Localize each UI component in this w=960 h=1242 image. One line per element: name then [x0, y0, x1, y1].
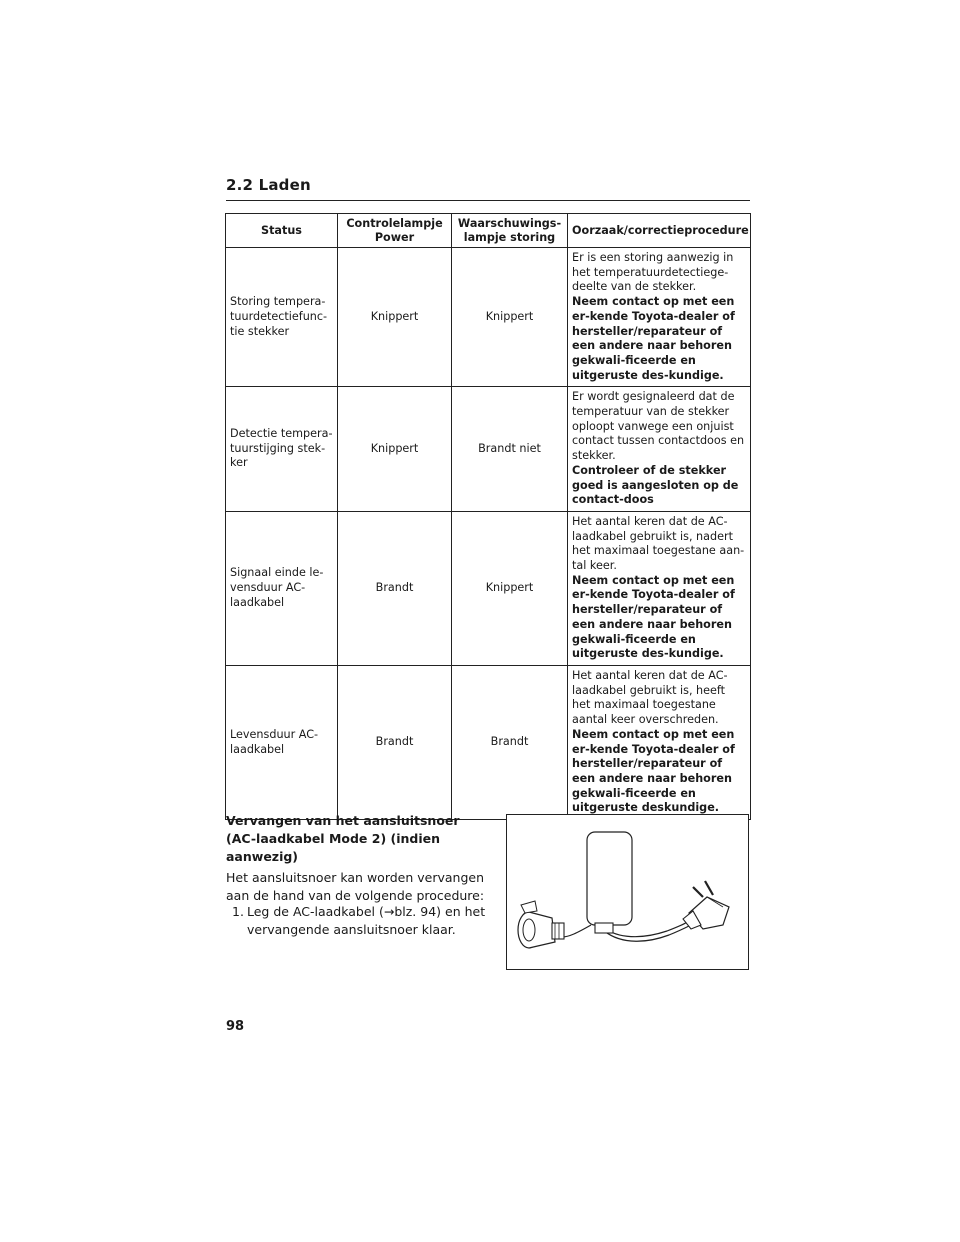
wall-plug-shape	[683, 881, 729, 929]
cause-description: Het aantal keren dat de AC-laadkabel gebruikt is, nadert het maximaal toegestane aan-tal keer.	[572, 514, 745, 573]
table-body	[226, 248, 751, 820]
cell-status: Signaal einde le- vensduur AC- laadkabel	[226, 511, 338, 665]
cell-cause	[568, 387, 751, 512]
charging-cable-drawing	[507, 815, 748, 969]
cell-power-lamp: Brandt	[338, 511, 452, 665]
page-number: 98	[226, 1019, 245, 1034]
cause-description: Er wordt gesignaleerd dat de temperatuur van de stekker oploopt vanwege een onjuist contact tussen contactdoos en stekker.	[572, 390, 745, 463]
cell-cause	[568, 665, 751, 819]
cell-cause	[568, 511, 751, 665]
cause-action: Neem contact op met een er-kende Toyota-dealer of hersteller/reparateur of een andere naar behoren gekwali-ficeerde en uitgeruste des-kundige.	[572, 295, 735, 382]
cable-illustration	[506, 814, 749, 970]
header-power-lamp: Controlelampje Power	[338, 214, 452, 248]
cause-description: Er is een storing aanwezig in het temperatuurdetectiege-deelte van de stekker.	[572, 251, 734, 294]
cell-warning-lamp: Brandt	[452, 665, 568, 819]
cell-cause	[568, 248, 751, 387]
status-table	[225, 213, 751, 820]
header-cause: Oorzaak/correctieprocedure	[568, 214, 751, 248]
table-header-row	[226, 214, 751, 248]
cell-warning-lamp: Brandt niet	[452, 387, 568, 512]
header-status: Status	[226, 214, 338, 248]
cause-action: Neem contact op met een er-kende Toyota-dealer of hersteller/reparateur of een andere naar behoren gekwali-ficeerde en uitgeruste des-kundige.	[572, 573, 735, 661]
table-row	[226, 665, 751, 819]
cause-action: Neem contact op met een er-kende Toyota-dealer of hersteller/reparateur of een andere naar behoren gekwali-ficeerde en uitgeruste deskundige.	[572, 727, 735, 815]
table-row	[226, 248, 751, 387]
section-heading: 2.2 Laden	[226, 176, 750, 201]
table-row	[226, 387, 751, 512]
step-number: 1.	[232, 904, 244, 919]
cell-power-lamp: Brandt	[338, 665, 452, 819]
step-text: Leg de AC-laadkabel (→blz. 94) en het vervangende aansluitsnoer klaar.	[247, 904, 486, 937]
cause-action: Controleer of de stekker goed is aangesloten op de contact-doos	[572, 463, 739, 507]
coupler-plug-shape	[518, 901, 564, 948]
control-box-shape	[587, 832, 632, 925]
cell-warning-lamp: Knippert	[452, 511, 568, 665]
sub-heading: Vervangen van het aansluitsnoer (AC-laadkabel Mode 2) (indien aanwezig)	[226, 813, 460, 864]
cell-status: Storing tempera- tuurdetectiefunc- tie stekker	[226, 248, 338, 387]
cell-warning-lamp: Knippert	[452, 248, 568, 387]
intro-paragraph: Het aansluitsnoer kan worden vervangen aan de hand van de volgende procedure:	[226, 870, 485, 903]
cell-power-lamp: Knippert	[338, 248, 452, 387]
cell-status: Levensduur AC- laadkabel	[226, 665, 338, 819]
step-item	[232, 903, 488, 939]
cell-power-lamp: Knippert	[338, 387, 452, 512]
cell-status: Detectie tempera- tuurstijging stek- ker	[226, 387, 338, 512]
table-row	[226, 511, 751, 665]
header-warning-lamp: Waarschuwings- lampje storing	[452, 214, 568, 248]
cause-description: Het aantal keren dat de AC-laadkabel gebruikt is, heeft het maximaal toegestane aantal keer overschreden.	[572, 668, 728, 727]
